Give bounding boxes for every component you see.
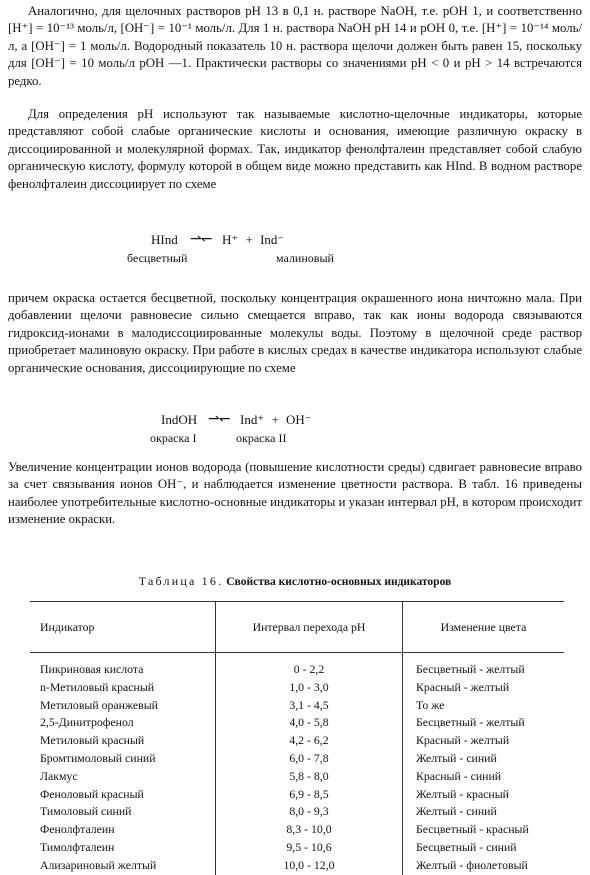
ph-interval: 8,3 - 10,0 <box>216 821 403 839</box>
ph-interval: 1,0 - 3,0 <box>216 679 403 697</box>
equation-left: IndOH <box>161 412 198 427</box>
indicator-name: Фенолфталеин <box>40 822 115 837</box>
paragraph-indicators: Для определения pH используют так называемые кислотно-щелочные индикаторы, которые представляют собой слабые органические кислоты и основания, имеющие различную окраску в диссоциированной и молекулярной формах. Так, индикатор фенолфталеин представляет собой слабую органическую кислоту, формулу которой в общем виде можно представить как HInd. В водном растворе фенолфталеин диссоциирует по схеме <box>8 107 582 191</box>
table-row <box>30 786 564 804</box>
color-change: Красный - желтый <box>403 732 565 750</box>
equation-label-colorless: бесцветный <box>127 251 188 265</box>
color-change: Красный - желтый <box>403 679 565 697</box>
indicator-name: Ализариновый желтый <box>40 857 157 872</box>
ph-interval: 6,0 - 7,8 <box>216 750 403 768</box>
color-change: Бесцветный - красный <box>403 821 565 839</box>
color-change: Бесцветный - желтый <box>403 714 565 732</box>
indicators-table <box>30 601 564 875</box>
equation-label-color-2: окраска II <box>236 431 287 445</box>
header-color-change: Изменение цвета <box>403 602 565 653</box>
table-row <box>30 857 564 875</box>
equilibrium-arrow-icon: ⇀↽ <box>190 231 212 247</box>
color-change: Бесцветный - желтый <box>403 653 565 679</box>
ph-interval: 5,8 - 8,0 <box>216 768 403 786</box>
table-row <box>30 750 564 768</box>
equation-label-color-1: окраска I <box>150 431 197 445</box>
equation-right: Ind⁺ + OH⁻ <box>240 412 312 427</box>
ph-interval: 6,9 - 8,5 <box>216 786 403 804</box>
ph-interval: 10,0 - 12,0 <box>216 857 403 875</box>
ph-interval: 8,0 - 9,3 <box>216 803 403 821</box>
table-row <box>30 839 564 857</box>
table-row <box>30 697 564 715</box>
indicator-name: 2,5-Динитрофенол <box>40 715 134 730</box>
ph-interval: 4,0 - 5,8 <box>216 714 403 732</box>
ph-interval: 9,5 - 10,6 <box>216 839 403 857</box>
table-row <box>30 714 564 732</box>
table-row <box>30 803 564 821</box>
paragraph-table-intro: Увеличение концентрации ионов водорода (повышение кислотности среды) сдвигает равновесие вправо за счет связывания ионов OH⁻, и наблюдается изменение цветности раствора. В табл. 16 приведены наиболее употребительные кислотно-основные индикаторы и указан интервал pH, в котором происходит изменение окраски. <box>8 460 582 527</box>
color-change: Желтый - красный <box>403 786 565 804</box>
color-change: Бесцветный - синий <box>403 839 565 857</box>
table-row <box>30 653 564 679</box>
equation-label-crimson: малиновый <box>276 251 334 265</box>
indicator-name: Феноловый красный <box>40 786 144 801</box>
ph-interval: 4,2 - 6,2 <box>216 732 403 750</box>
color-change: Желтый - синий <box>403 750 565 768</box>
indicator-name: n-Метиловый красный <box>40 679 155 694</box>
ph-interval: 3,1 - 4,5 <box>216 697 403 715</box>
indicator-name: Тимолфталеин <box>40 839 115 854</box>
indicator-name: Тимоловый синий <box>40 804 132 819</box>
table-caption-title: Свойства кислотно-основных индикаторов <box>226 576 452 588</box>
paragraph-equilibrium-shift: причем окраска остается бесцветной, поскольку концентрация окрашенного иона ничтожно мала. При добавлении щелочи равновесие сильно смещается вправо, так как ионы водорода связываются гидроксид-ионами в малодиссоциированные молекулы воды. Поэтому в щелочной среде раствор приобретает малиновую окраску. При работе в кислых средах в качестве индикатора используют слабые органические основания, диссоциирующие по схеме <box>8 291 582 375</box>
indicator-name: Метиловый красный <box>40 733 145 748</box>
color-change: Красный - синий <box>403 768 565 786</box>
equation-left: HInd <box>151 232 178 247</box>
indicator-name: Пикриновая кислота <box>40 662 144 676</box>
paragraph-alkaline-ph: Аналогично, для щелочных растворов pH 13 в 0,1 н. растворе NaOH, т.е. pOH 1, и соответственно [H⁺] = 10⁻¹³ моль/л, [OH⁻] = 10⁻¹ моль/л. Для 1 н. раствора NaOH pH 14 и pOH 0, т.е. [H⁺] = 10⁻¹⁴ моль/л, а [OH⁻] = 1 моль/л. Водородный показатель 10 н. раствора щелочи должен быть равен 15, поскольку для [OH⁻] = 10 моль/л pOH —1. Практически растворы со значениями pH < 0 и pH > 14 встречаются редко. <box>8 4 582 88</box>
table-caption <box>0 574 590 589</box>
table-row <box>30 768 564 786</box>
ph-interval: 0 - 2,2 <box>216 653 403 679</box>
table-row <box>30 732 564 750</box>
equation-right: H⁺ + Ind⁻ <box>222 232 285 247</box>
header-indicator: Индикатор <box>30 602 216 653</box>
header-ph-interval: Интервал перехода pH <box>216 602 403 653</box>
table-row <box>30 821 564 839</box>
table-row <box>30 679 564 697</box>
equilibrium-arrow-icon: ⇀↽ <box>208 411 230 427</box>
indicator-name: Бромтимоловый синий <box>40 750 156 765</box>
color-change: Желтый - синий <box>403 803 565 821</box>
indicator-name: Лакмус <box>40 768 78 783</box>
color-change: Желтый - фиолетовый <box>403 857 565 875</box>
color-change: То же <box>403 697 565 715</box>
table-header-row <box>30 602 564 653</box>
table-caption-number: Таблица 16. <box>138 574 224 588</box>
indicator-name: Метиловый оранжевый <box>40 697 158 712</box>
